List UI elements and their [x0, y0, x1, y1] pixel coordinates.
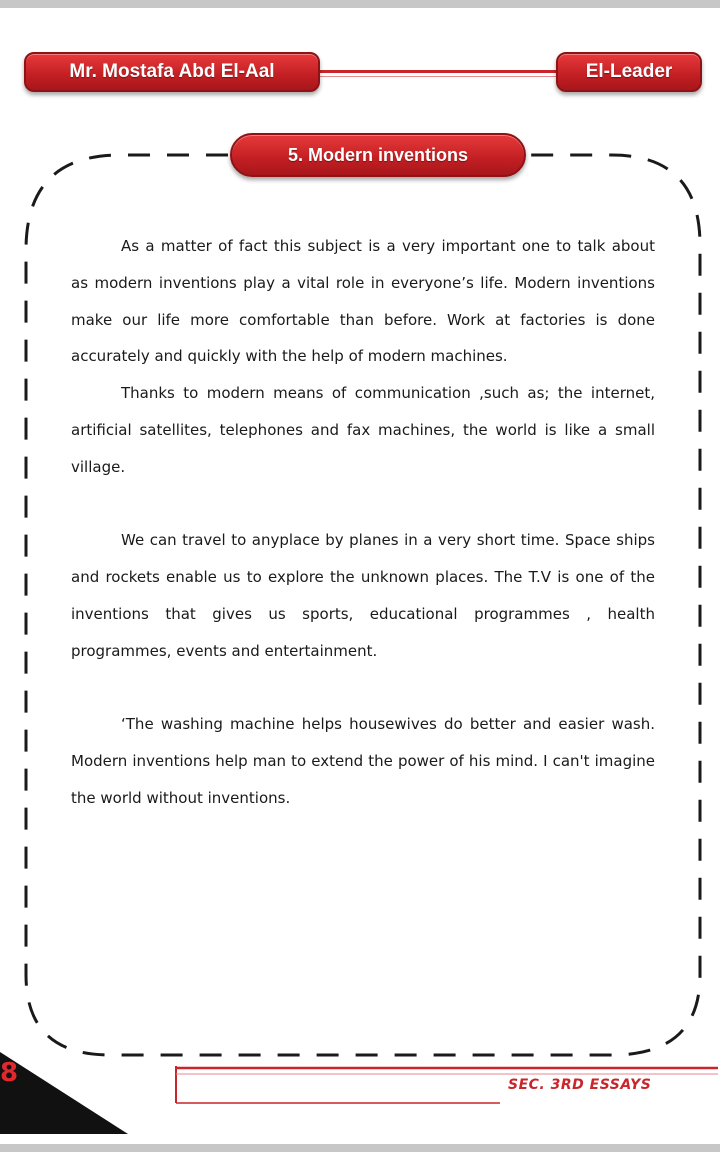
section-title: 5. Modern inventions: [287, 144, 469, 165]
page-number: 8: [0, 1058, 19, 1088]
paragraph-gap: [71, 670, 655, 707]
author-name: Mr. Mostafa Abd El-Aal: [69, 61, 275, 82]
brand-name: El-Leader: [585, 61, 673, 82]
bottom-strip: [0, 1144, 720, 1152]
section-title-badge: [230, 133, 526, 177]
paragraph-1: As a matter of fact this subject is a very important one to talk about as modern inventions play a vital role in everyone’s life. Modern inventions make our life more comfortable than before. Work at factories is done accurately and quickly with the help of modern machines.: [71, 237, 655, 366]
paragraph-3: We can travel to anyplace by planes in a very short time. Space ships and rockets enable us to explore the unknown places. The T.V is one of the inventions that gives us sports, educational programmes , health programmes, events and entertainment.: [71, 531, 655, 660]
footer-label: SEC. 3RD ESSAYS: [508, 1077, 652, 1093]
essay-body: [71, 228, 655, 817]
paragraph-4: ‘The washing machine helps housewives do better and easier wash. Modern inventions help man to extend the power of his mind. I can't imagine the world without inventions.: [71, 715, 655, 807]
corner-triangle: [0, 1052, 128, 1134]
paragraph-gap: [71, 486, 655, 523]
paragraph-2: Thanks to modern means of communication ,such as; the internet, artificial satellites, telephones and fax machines, the world is like a small village.: [71, 384, 655, 476]
